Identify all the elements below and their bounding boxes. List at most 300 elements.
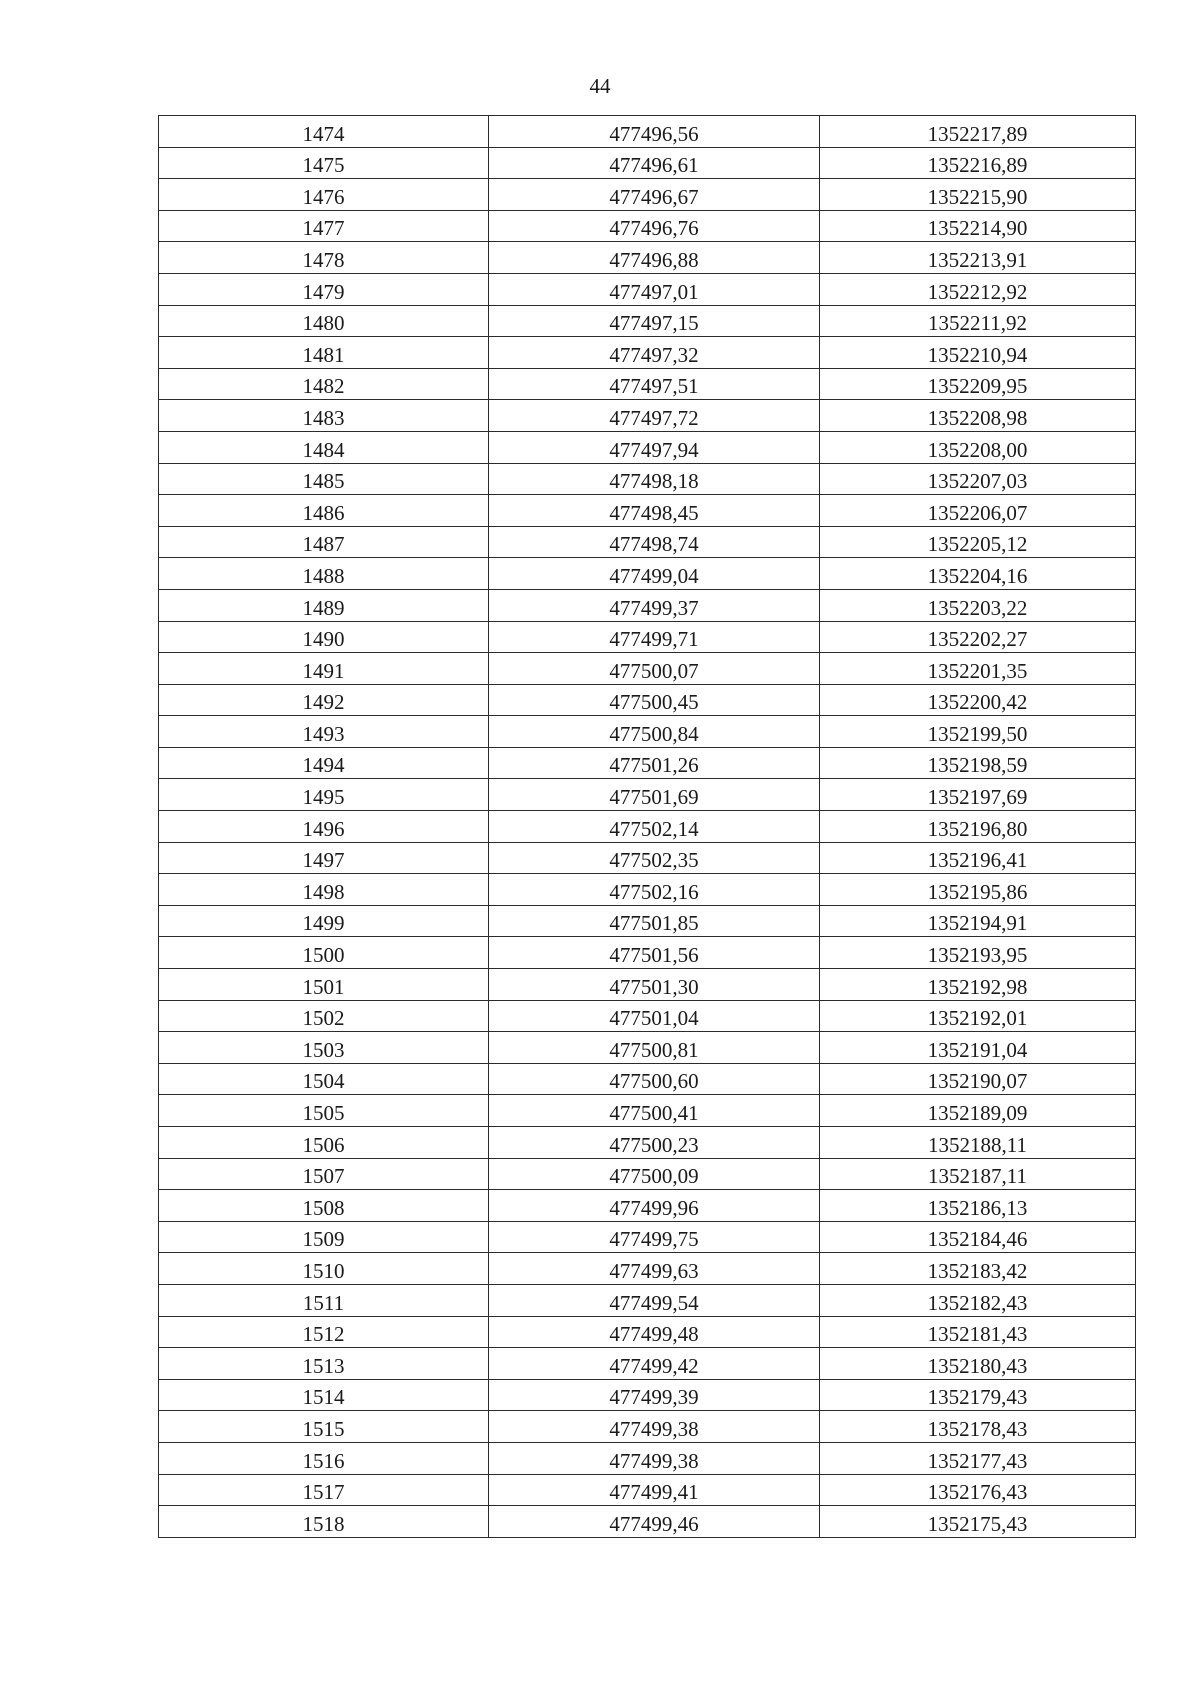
- y-coordinate-cell: [820, 1411, 1136, 1443]
- point-number-cell-text: 1482: [302, 374, 345, 399]
- point-number-cell: [159, 1348, 489, 1380]
- y-coordinate-cell: [820, 431, 1136, 463]
- table-row: [159, 621, 1136, 653]
- x-coordinate-cell: [489, 526, 820, 558]
- x-coordinate-cell-text: 477496,67: [609, 184, 699, 209]
- y-coordinate-cell-text: 1352191,04: [927, 1037, 1028, 1062]
- y-coordinate-cell-text: 1352209,95: [927, 374, 1028, 399]
- y-coordinate-cell-text: 1352204,16: [927, 563, 1028, 588]
- x-coordinate-cell-text: 477499,39: [609, 1385, 699, 1410]
- point-number-cell-text: 1509: [302, 1227, 345, 1252]
- y-coordinate-cell-text: 1352195,86: [927, 879, 1028, 904]
- table-row: [159, 653, 1136, 685]
- point-number-cell: [159, 1284, 489, 1316]
- x-coordinate-cell-text: 477498,18: [609, 469, 699, 494]
- y-coordinate-cell: [820, 1253, 1136, 1285]
- y-coordinate-cell-text: 1352177,43: [927, 1448, 1028, 1473]
- point-number-cell: [159, 1158, 489, 1190]
- y-coordinate-cell-text: 1352213,91: [927, 247, 1028, 272]
- x-coordinate-cell: [489, 431, 820, 463]
- y-coordinate-cell-text: 1352202,27: [927, 627, 1028, 652]
- y-coordinate-cell: [820, 526, 1136, 558]
- x-coordinate-cell: [489, 905, 820, 937]
- y-coordinate-cell: [820, 242, 1136, 274]
- table-row: [159, 179, 1136, 211]
- table-row: [159, 811, 1136, 843]
- x-coordinate-cell: [489, 1316, 820, 1348]
- y-coordinate-cell-text: 1352187,11: [928, 1164, 1027, 1189]
- point-number-cell-text: 1484: [302, 437, 345, 462]
- x-coordinate-cell-text: 477501,26: [609, 753, 699, 778]
- x-coordinate-cell: [489, 621, 820, 653]
- x-coordinate-cell: [489, 337, 820, 369]
- y-coordinate-cell-text: 1352192,98: [927, 974, 1028, 999]
- table-row: [159, 305, 1136, 337]
- y-coordinate-cell: [820, 1095, 1136, 1127]
- point-number-cell: [159, 273, 489, 305]
- table-row: [159, 1000, 1136, 1032]
- point-number-cell: [159, 242, 489, 274]
- table-row: [159, 116, 1136, 148]
- point-number-cell-text: 1513: [302, 1353, 345, 1378]
- x-coordinate-cell: [489, 463, 820, 495]
- point-number-cell: [159, 463, 489, 495]
- x-coordinate-cell-text: 477496,88: [609, 247, 699, 272]
- y-coordinate-cell-text: 1352210,94: [927, 342, 1028, 367]
- x-coordinate-cell-text: 477499,04: [609, 563, 699, 588]
- point-number-cell: [159, 684, 489, 716]
- table-row: [159, 716, 1136, 748]
- y-coordinate-cell: [820, 621, 1136, 653]
- x-coordinate-cell-text: 477497,01: [609, 279, 699, 304]
- table-row: [159, 1316, 1136, 1348]
- y-coordinate-cell: [820, 842, 1136, 874]
- y-coordinate-cell-text: 1352196,80: [927, 816, 1028, 841]
- y-coordinate-cell: [820, 905, 1136, 937]
- x-coordinate-cell-text: 477500,81: [609, 1037, 699, 1062]
- point-number-cell: [159, 1316, 489, 1348]
- x-coordinate-cell-text: 477499,75: [609, 1227, 699, 1252]
- point-number-cell: [159, 1000, 489, 1032]
- x-coordinate-cell-text: 477500,07: [609, 658, 699, 683]
- point-number-cell: [159, 1221, 489, 1253]
- point-number-cell: [159, 1442, 489, 1474]
- point-number-cell: [159, 621, 489, 653]
- point-number-cell-text: 1489: [302, 595, 345, 620]
- y-coordinate-cell-text: 1352186,13: [927, 1195, 1028, 1220]
- x-coordinate-cell-text: 477497,72: [609, 405, 699, 430]
- point-number-cell-text: 1495: [302, 785, 345, 810]
- table-row: [159, 1442, 1136, 1474]
- point-number-cell-text: 1479: [302, 279, 345, 304]
- y-coordinate-cell: [820, 716, 1136, 748]
- x-coordinate-cell-text: 477500,60: [609, 1069, 699, 1094]
- x-coordinate-cell: [489, 116, 820, 148]
- y-coordinate-cell-text: 1352212,92: [927, 279, 1028, 304]
- y-coordinate-cell-text: 1352208,00: [927, 437, 1028, 462]
- y-coordinate-cell-text: 1352197,69: [927, 785, 1028, 810]
- table-row: [159, 147, 1136, 179]
- x-coordinate-cell: [489, 305, 820, 337]
- point-number-cell: [159, 842, 489, 874]
- y-coordinate-cell: [820, 1221, 1136, 1253]
- y-coordinate-cell-text: 1352196,41: [927, 848, 1028, 873]
- y-coordinate-cell: [820, 116, 1136, 148]
- point-number-cell: [159, 305, 489, 337]
- y-coordinate-cell: [820, 368, 1136, 400]
- y-coordinate-cell: [820, 1506, 1136, 1538]
- point-number-cell-text: 1483: [302, 405, 345, 430]
- x-coordinate-cell: [489, 1095, 820, 1127]
- y-coordinate-cell-text: 1352182,43: [927, 1290, 1028, 1315]
- x-coordinate-cell: [489, 1442, 820, 1474]
- table-row: [159, 1158, 1136, 1190]
- x-coordinate-cell: [489, 242, 820, 274]
- x-coordinate-cell: [489, 400, 820, 432]
- point-number-cell: [159, 116, 489, 148]
- point-number-cell-text: 1481: [302, 342, 345, 367]
- point-number-cell: [159, 589, 489, 621]
- x-coordinate-cell: [489, 716, 820, 748]
- point-number-cell: [159, 179, 489, 211]
- point-number-cell-text: 1487: [302, 532, 345, 557]
- x-coordinate-cell-text: 477497,94: [609, 437, 699, 462]
- x-coordinate-cell-text: 477499,48: [609, 1322, 699, 1347]
- x-coordinate-cell: [489, 1190, 820, 1222]
- point-number-cell-text: 1508: [302, 1195, 345, 1220]
- point-number-cell: [159, 431, 489, 463]
- x-coordinate-cell-text: 477497,51: [609, 374, 699, 399]
- y-coordinate-cell: [820, 273, 1136, 305]
- table-row: [159, 589, 1136, 621]
- x-coordinate-cell: [489, 1000, 820, 1032]
- point-number-cell: [159, 811, 489, 843]
- x-coordinate-cell-text: 477498,74: [609, 532, 699, 557]
- point-number-cell: [159, 1411, 489, 1443]
- y-coordinate-cell-text: 1352188,11: [928, 1132, 1027, 1157]
- table-row: [159, 684, 1136, 716]
- table-row: [159, 1127, 1136, 1159]
- point-number-cell-text: 1512: [302, 1322, 345, 1347]
- y-coordinate-cell: [820, 589, 1136, 621]
- y-coordinate-cell: [820, 400, 1136, 432]
- x-coordinate-cell: [489, 1411, 820, 1443]
- x-coordinate-cell-text: 477501,56: [609, 943, 699, 968]
- point-number-cell: [159, 1032, 489, 1064]
- y-coordinate-cell-text: 1352200,42: [927, 690, 1028, 715]
- y-coordinate-cell-text: 1352192,01: [927, 1006, 1028, 1031]
- table-row: [159, 368, 1136, 400]
- x-coordinate-cell-text: 477499,37: [609, 595, 699, 620]
- point-number-cell-text: 1474: [302, 121, 345, 146]
- x-coordinate-cell: [489, 179, 820, 211]
- y-coordinate-cell-text: 1352207,03: [927, 469, 1028, 494]
- y-coordinate-cell: [820, 874, 1136, 906]
- x-coordinate-cell: [489, 653, 820, 685]
- x-coordinate-cell-text: 477499,63: [609, 1258, 699, 1283]
- table-row: [159, 969, 1136, 1001]
- x-coordinate-cell: [489, 842, 820, 874]
- point-number-cell: [159, 716, 489, 748]
- y-coordinate-cell: [820, 1000, 1136, 1032]
- table-row: [159, 1474, 1136, 1506]
- table-row: [159, 1032, 1136, 1064]
- x-coordinate-cell-text: 477501,30: [609, 974, 699, 999]
- x-coordinate-cell-text: 477502,35: [609, 848, 699, 873]
- table-row: [159, 1063, 1136, 1095]
- table-row: [159, 526, 1136, 558]
- x-coordinate-cell-text: 477499,42: [609, 1353, 699, 1378]
- x-coordinate-cell: [489, 747, 820, 779]
- point-number-cell-text: 1511: [302, 1290, 345, 1315]
- y-coordinate-cell: [820, 495, 1136, 527]
- y-coordinate-cell: [820, 337, 1136, 369]
- y-coordinate-cell-text: 1352184,46: [927, 1227, 1028, 1252]
- point-number-cell-text: 1485: [302, 469, 345, 494]
- x-coordinate-cell-text: 477500,23: [609, 1132, 699, 1157]
- point-number-cell: [159, 653, 489, 685]
- x-coordinate-cell: [489, 558, 820, 590]
- y-coordinate-cell: [820, 463, 1136, 495]
- point-number-cell: [159, 526, 489, 558]
- point-number-cell: [159, 1474, 489, 1506]
- y-coordinate-cell: [820, 1442, 1136, 1474]
- x-coordinate-cell: [489, 1032, 820, 1064]
- point-number-cell-text: 1477: [302, 216, 345, 241]
- point-number-cell: [159, 937, 489, 969]
- table-row: [159, 1506, 1136, 1538]
- y-coordinate-cell-text: 1352193,95: [927, 943, 1028, 968]
- y-coordinate-cell-text: 1352215,90: [927, 184, 1028, 209]
- y-coordinate-cell: [820, 147, 1136, 179]
- point-number-cell: [159, 1190, 489, 1222]
- x-coordinate-cell: [489, 368, 820, 400]
- y-coordinate-cell-text: 1352180,43: [927, 1353, 1028, 1378]
- x-coordinate-cell-text: 477496,61: [609, 153, 699, 178]
- point-number-cell: [159, 779, 489, 811]
- y-coordinate-cell: [820, 1158, 1136, 1190]
- x-coordinate-cell: [489, 937, 820, 969]
- table-row: [159, 400, 1136, 432]
- point-number-cell: [159, 368, 489, 400]
- point-number-cell-text: 1492: [302, 690, 345, 715]
- x-coordinate-cell: [489, 495, 820, 527]
- table-row: [159, 495, 1136, 527]
- x-coordinate-cell: [489, 1348, 820, 1380]
- point-number-cell: [159, 969, 489, 1001]
- table-row: [159, 779, 1136, 811]
- x-coordinate-cell-text: 477500,45: [609, 690, 699, 715]
- x-coordinate-cell: [489, 969, 820, 1001]
- table-row: [159, 1190, 1136, 1222]
- y-coordinate-cell: [820, 1284, 1136, 1316]
- y-coordinate-cell: [820, 747, 1136, 779]
- x-coordinate-cell-text: 477502,16: [609, 879, 699, 904]
- table-row: [159, 1095, 1136, 1127]
- x-coordinate-cell-text: 477497,32: [609, 342, 699, 367]
- x-coordinate-cell: [489, 779, 820, 811]
- x-coordinate-cell-text: 477500,41: [609, 1101, 699, 1125]
- point-number-cell-text: 1498: [302, 879, 345, 904]
- point-number-cell-text: 1493: [302, 721, 345, 746]
- y-coordinate-cell-text: 1352198,59: [927, 753, 1028, 778]
- y-coordinate-cell: [820, 558, 1136, 590]
- x-coordinate-cell: [489, 1506, 820, 1538]
- x-coordinate-cell: [489, 874, 820, 906]
- y-coordinate-cell-text: 1352190,07: [927, 1069, 1028, 1094]
- point-number-cell: [159, 1095, 489, 1127]
- x-coordinate-cell-text: 477499,38: [609, 1416, 699, 1441]
- x-coordinate-cell-text: 477499,54: [609, 1290, 699, 1315]
- x-coordinate-cell-text: 477499,46: [609, 1511, 699, 1536]
- x-coordinate-cell-text: 477499,96: [609, 1195, 699, 1220]
- x-coordinate-cell-text: 477500,09: [609, 1164, 699, 1189]
- x-coordinate-cell: [489, 1474, 820, 1506]
- x-coordinate-cell-text: 477501,04: [609, 1006, 699, 1031]
- coordinates-table-body: [159, 116, 1136, 1538]
- point-number-cell: [159, 747, 489, 779]
- point-number-cell: [159, 147, 489, 179]
- x-coordinate-cell-text: 477496,76: [609, 216, 699, 241]
- table-row: [159, 273, 1136, 305]
- y-coordinate-cell-text: 1352214,90: [927, 216, 1028, 241]
- point-number-cell-text: 1500: [302, 943, 345, 968]
- table-row: [159, 1379, 1136, 1411]
- point-number-cell-text: 1490: [302, 627, 345, 652]
- y-coordinate-cell: [820, 210, 1136, 242]
- x-coordinate-cell: [489, 210, 820, 242]
- y-coordinate-cell-text: 1352194,91: [927, 911, 1028, 936]
- y-coordinate-cell: [820, 1063, 1136, 1095]
- y-coordinate-cell: [820, 1032, 1136, 1064]
- x-coordinate-cell-text: 477502,14: [609, 816, 699, 841]
- y-coordinate-cell: [820, 1316, 1136, 1348]
- point-number-cell-text: 1486: [302, 500, 345, 525]
- y-coordinate-cell-text: 1352208,98: [927, 405, 1028, 430]
- y-coordinate-cell-text: 1352181,43: [927, 1322, 1028, 1347]
- point-number-cell: [159, 1506, 489, 1538]
- y-coordinate-cell: [820, 684, 1136, 716]
- table-row: [159, 1284, 1136, 1316]
- point-number-cell: [159, 210, 489, 242]
- x-coordinate-cell: [489, 147, 820, 179]
- y-coordinate-cell: [820, 1474, 1136, 1506]
- table-row: [159, 463, 1136, 495]
- point-number-cell: [159, 558, 489, 590]
- table-row: [159, 842, 1136, 874]
- point-number-cell: [159, 495, 489, 527]
- x-coordinate-cell-text: 477500,84: [609, 721, 699, 746]
- y-coordinate-cell-text: 1352205,12: [927, 532, 1028, 557]
- table-row: [159, 937, 1136, 969]
- x-coordinate-cell-text: 477497,15: [609, 311, 699, 336]
- y-coordinate-cell-text: 1352176,43: [927, 1480, 1028, 1505]
- x-coordinate-cell: [489, 1253, 820, 1285]
- x-coordinate-cell: [489, 1379, 820, 1411]
- point-number-cell: [159, 874, 489, 906]
- x-coordinate-cell: [489, 684, 820, 716]
- point-number-cell-text: 1504: [302, 1069, 345, 1094]
- point-number-cell-text: 1514: [302, 1385, 345, 1410]
- x-coordinate-cell-text: 477499,71: [609, 627, 699, 652]
- table-row: [159, 558, 1136, 590]
- x-coordinate-cell-text: 477499,41: [609, 1480, 699, 1505]
- point-number-cell-text: 1491: [302, 658, 345, 683]
- y-coordinate-cell: [820, 937, 1136, 969]
- point-number-cell-text: 1510: [302, 1258, 345, 1283]
- y-coordinate-cell: [820, 1127, 1136, 1159]
- point-number-cell: [159, 1253, 489, 1285]
- page-number: 44: [589, 74, 611, 98]
- y-coordinate-cell-text: 1352203,22: [927, 595, 1028, 620]
- point-number-cell-text: 1478: [302, 247, 345, 272]
- y-coordinate-cell: [820, 779, 1136, 811]
- x-coordinate-cell: [489, 1063, 820, 1095]
- x-coordinate-cell: [489, 1127, 820, 1159]
- y-coordinate-cell: [820, 811, 1136, 843]
- x-coordinate-cell: [489, 1284, 820, 1316]
- point-number-cell-text: 1506: [302, 1132, 345, 1157]
- point-number-cell: [159, 337, 489, 369]
- point-number-cell-text: 1517: [302, 1480, 345, 1505]
- table-row: [159, 242, 1136, 274]
- y-coordinate-cell: [820, 653, 1136, 685]
- point-number-cell-text: 1507: [302, 1164, 345, 1189]
- point-number-cell-text: 1476: [302, 184, 345, 209]
- y-coordinate-cell-text: 1352217,89: [927, 121, 1028, 146]
- y-coordinate-cell: [820, 179, 1136, 211]
- table-row: [159, 747, 1136, 779]
- table-row: [159, 431, 1136, 463]
- y-coordinate-cell: [820, 1379, 1136, 1411]
- x-coordinate-cell-text: 477496,56: [609, 121, 699, 146]
- point-number-cell: [159, 905, 489, 937]
- x-coordinate-cell: [489, 1221, 820, 1253]
- point-number-cell-text: 1515: [302, 1416, 345, 1441]
- point-number-cell-text: 1516: [302, 1448, 345, 1473]
- point-number-cell-text: 1505: [302, 1101, 345, 1125]
- table-row: [159, 905, 1136, 937]
- point-number-cell: [159, 1063, 489, 1095]
- y-coordinate-cell: [820, 969, 1136, 1001]
- y-coordinate-cell-text: 1352179,43: [927, 1385, 1028, 1410]
- point-number-cell: [159, 400, 489, 432]
- y-coordinate-cell-text: 1352201,35: [927, 658, 1028, 683]
- y-coordinate-cell: [820, 1190, 1136, 1222]
- point-number-cell: [159, 1379, 489, 1411]
- x-coordinate-cell: [489, 273, 820, 305]
- x-coordinate-cell-text: 477501,69: [609, 785, 699, 810]
- point-number-cell-text: 1494: [302, 753, 345, 778]
- coordinates-table: [158, 115, 1136, 1538]
- table-row: [159, 1253, 1136, 1285]
- y-coordinate-cell: [820, 1348, 1136, 1380]
- point-number-cell-text: 1497: [302, 848, 345, 873]
- x-coordinate-cell: [489, 589, 820, 621]
- y-coordinate-cell: [820, 305, 1136, 337]
- x-coordinate-cell-text: 477501,85: [609, 911, 699, 936]
- point-number-cell-text: 1499: [302, 911, 345, 936]
- x-coordinate-cell-text: 477499,38: [609, 1448, 699, 1473]
- y-coordinate-cell-text: 1352206,07: [927, 500, 1028, 525]
- y-coordinate-cell-text: 1352211,92: [928, 311, 1027, 336]
- y-coordinate-cell-text: 1352175,43: [927, 1511, 1028, 1536]
- x-coordinate-cell-text: 477498,45: [609, 500, 699, 525]
- point-number-cell-text: 1503: [302, 1037, 345, 1062]
- y-coordinate-cell-text: 1352178,43: [927, 1416, 1028, 1441]
- y-coordinate-cell-text: 1352199,50: [927, 721, 1028, 746]
- point-number-cell-text: 1480: [302, 311, 345, 336]
